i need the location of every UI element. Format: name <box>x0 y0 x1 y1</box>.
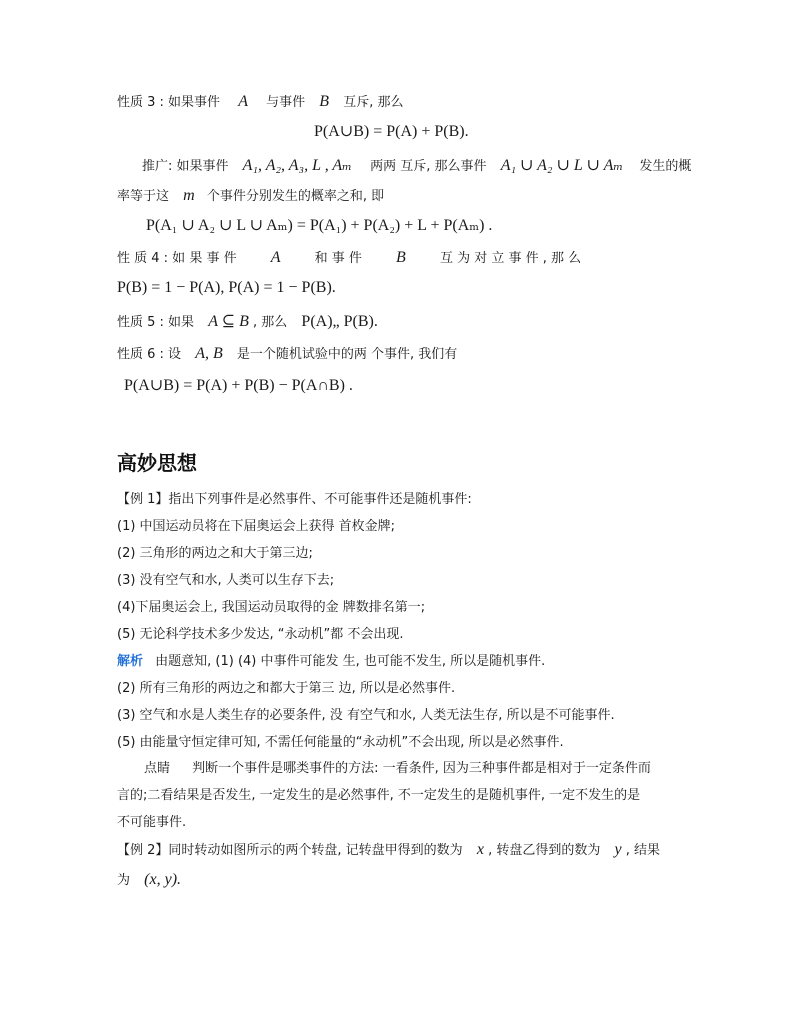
text-fragment: 个事件分别发生的概率之和, 即 <box>206 189 385 204</box>
text-fragment: 与事件 <box>266 95 306 110</box>
event-b: B <box>319 93 330 110</box>
property-3-statement <box>117 92 403 113</box>
property-5-statement <box>117 312 378 333</box>
tip-line: 言的;二看结果是否发生, 一定发生的是必然事件, 不一定发生的是随机事件, 一定不发生的是 <box>117 788 641 803</box>
example-1-item: (1) 中国运动员将在下届奥运会上获得 首枚金牌; <box>117 519 396 534</box>
tip-text: 判断一个事件是哪类事件的方法: 一看条件, 因为三种事件都是相对于一定条件而 <box>192 761 651 776</box>
tip-line: 不可能事件. <box>117 815 187 830</box>
extension-statement <box>142 156 691 177</box>
event-a: A <box>238 93 248 110</box>
subset-condition: A ⊆ B <box>208 313 249 330</box>
text-fragment: 发生的概 <box>639 159 692 174</box>
property-4-label: 性 质 4 : 如 果 事 件 <box>117 251 237 266</box>
property-3-label: 性质 3 : 如果事件 <box>117 95 221 110</box>
event-b: B <box>396 249 406 266</box>
solution-line: (5) 由能量守恒定律可知, 不需任何能量的“永动机”不会出现, 所以是必然事件. <box>117 735 564 750</box>
solution-line: (2) 所有三角形的两边之和都大于第三 边, 所以是必然事件. <box>117 681 456 696</box>
text-fragment: 为 <box>117 873 131 888</box>
property-3-formula: P(A∪B) = P(A) + P(B). <box>314 123 469 140</box>
property-5-formula: P(A)„ P(B). <box>301 313 378 330</box>
variable-x: x <box>476 841 484 858</box>
tip-line <box>144 759 651 779</box>
section-title: 高妙思想 <box>117 451 197 475</box>
extension-label: 推广: 如果事件 <box>142 159 229 174</box>
property-4-statement <box>117 248 581 269</box>
example-2-title-text: 【例 2】同时转动如图所示的两个转盘, 记转盘甲得到的数为 <box>117 843 463 858</box>
result-pair: (x, y). <box>144 871 182 888</box>
example-1-item: (3) 没有空气和水, 人类可以生存下去; <box>117 573 335 588</box>
solution-label: 解析 <box>117 654 144 669</box>
extension-statement-line2 <box>117 186 384 207</box>
text-fragment: 两两 互斥, 那么事件 <box>370 159 487 174</box>
example-1-item: (4)下届奥运会上, 我国运动员取得的金 牌数排名第一; <box>117 600 426 615</box>
events-ab: A, B <box>195 345 223 362</box>
text-fragment: 率等于这 <box>117 189 170 204</box>
event-a: A <box>270 249 281 266</box>
property-5-label: 性质 5 : 如果 <box>117 315 195 330</box>
text-fragment: 和 事 件 <box>314 251 362 266</box>
text-fragment: , 那么 <box>253 315 288 330</box>
event-sequence: A₁, A₂, A₃, L , Aₘ <box>242 157 352 174</box>
text-fragment: , 结果 <box>625 843 660 858</box>
solution-line <box>117 652 545 672</box>
solution-text: 由题意知, (1) (4) 中事件可能发 生, 也可能不发生, 所以是随机事件. <box>155 654 546 669</box>
example-1-item: (5) 无论科学技术多少发达, “永动机”都 不会出现. <box>117 627 404 642</box>
event-union: A₁ ∪ A₂ ∪ L ∪ Aₘ <box>500 157 624 174</box>
property-6-formula: P(A∪B) = P(A) + P(B) − P(A∩B) . <box>124 377 353 394</box>
example-1-item: (2) 三角形的两边之和大于第三边; <box>117 546 313 561</box>
solution-line: (3) 空气和水是人类生存的必要条件, 没 有空气和水, 人类无法生存, 所以是不可能事件. <box>117 708 615 723</box>
property-6-label: 性质 6 : 设 <box>117 347 182 362</box>
variable-y: y <box>614 841 622 858</box>
text-fragment: , 转盘乙得到的数为 <box>488 843 601 858</box>
text-fragment: 互 为 对 立 事 件 , 那 么 <box>439 251 582 266</box>
property-6-statement <box>117 344 457 365</box>
example-2-title <box>117 840 660 861</box>
tip-label: 点睛 <box>144 761 171 776</box>
example-1-title: 【例 1】指出下列事件是必然事件、不可能事件还是随机事件: <box>117 492 472 507</box>
variable-m: m <box>183 187 195 204</box>
property-4-formula: P(B) = 1 − P(A), P(A) = 1 − P(B). <box>117 279 336 296</box>
text-fragment: 是一个随机试验中的两 个事件, 我们有 <box>236 347 458 362</box>
extension-formula: P(A₁ ∪ A₂ ∪ L ∪ Aₘ) = P(A₁) + P(A₂) + L + P(Aₘ) . <box>146 217 493 234</box>
example-2-result <box>117 870 181 891</box>
text-fragment: 互斥, 那么 <box>343 95 404 110</box>
